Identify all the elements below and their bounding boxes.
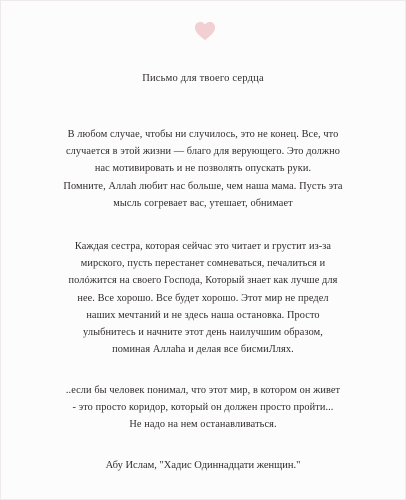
paragraph-line: поминая Аллаhа и делая все бисмиЛлях. [112, 344, 294, 356]
paragraph-line: улыбнитесь и начните этот день наилучшим образом, [83, 327, 323, 339]
letter-title: Письмо для твоего сердца [142, 73, 264, 84]
paragraph-line: случается в этой жизни — благо для верующего. Это должно [66, 146, 340, 158]
paragraph-line: ..если бы человек понимал, что этот мир, в котором он живет [65, 385, 341, 396]
paragraph-line: В любом случае, чтобы ни случилось, это не конец. Все, что [67, 129, 339, 140]
paragraph-1 [29, 126, 377, 212]
paragraph-line: мысль согревает вас, утешает, обнимает [113, 197, 293, 209]
paragraph-line: Каждая сестра, которая сейчас это читает и грустит из-за [74, 241, 332, 252]
paragraph-line: нее. Все хорошо. Все будет хорошо. Этот мир не предел [77, 292, 329, 304]
paragraph-line: нас мотивировать и не позволять опускать руки. [94, 163, 312, 175]
paragraph-line: наших мечтаний и не здесь наша остановка. Просто [86, 309, 320, 321]
paragraph-line: - это просто коридор, который он должен просто пройти... [72, 402, 334, 414]
paragraph-line: полóжится на своего Господа, Который знает как лучше для [68, 275, 338, 287]
paragraph-line: Не надо на нем останавливаться. [129, 419, 277, 431]
paragraph-line: Помните, Аллаh любит нас больше, чем наша мама. Пусть эта [63, 180, 343, 192]
paragraph-2 [29, 238, 377, 358]
paragraph-line: мирского, пусть перестанет сомневаться, печалиться и [80, 258, 326, 270]
heart-icon [194, 21, 216, 41]
paragraph-3 [29, 382, 377, 434]
signature: Абу Ислам, "Хадис Одиннадцати женщин." [105, 460, 301, 471]
